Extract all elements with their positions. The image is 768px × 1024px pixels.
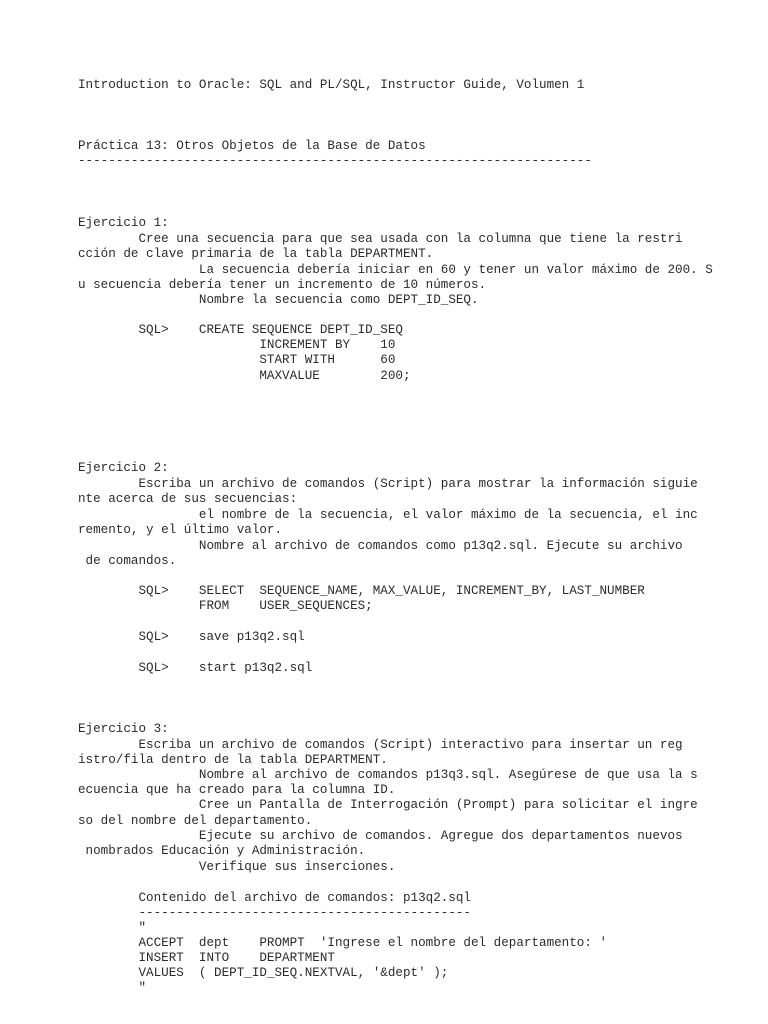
exercise-2-text-line: el nombre de la secuencia, el valor máximo de la secuencia, el inc [78, 508, 698, 522]
exercise-2-text-line: Nombre al archivo de comandos como p13q2.sql. Ejecute su archivo [78, 539, 683, 553]
exercise-3-text-line: Verifique sus inserciones. [78, 860, 396, 874]
exercise-1-code-line: START WITH 60 [78, 353, 396, 367]
script-code-line: ACCEPT dept PROMPT 'Ingrese el nombre del departamento: ' [78, 936, 608, 950]
script-contents-label: Contenido del archivo de comandos: p13q2.sql [78, 891, 471, 905]
exercise-1-text-line: La secuencia debería iniciar en 60 y tener un valor máximo de 200. S [78, 263, 713, 277]
script-code-line: " [78, 981, 147, 995]
exercise-2-text-line: Escriba un archivo de comandos (Script) para mostrar la información siguie [78, 477, 698, 491]
exercise-1-text-line: cción de clave primaria de la tabla DEPARTMENT. [78, 247, 434, 261]
exercise-1-code-line: SQL> CREATE SEQUENCE DEPT_ID_SEQ [78, 323, 403, 337]
exercise-3-text-line: Nombre al archivo de comandos p13q3.sql. Asegúrese de que usa la s [78, 768, 698, 782]
exercise-2-text-line: remento, y el último valor. [78, 523, 283, 537]
exercise-1-code-line: INCREMENT BY 10 [78, 338, 396, 352]
practice-title: Práctica 13: Otros Objetos de la Base de Datos [78, 139, 426, 153]
script-contents-rule: -------------------------------------------- [78, 906, 471, 920]
exercise-1-text-line: u secuencia debería tener un incremento de 10 números. [78, 278, 487, 292]
exercise-3-text-line: Escriba un archivo de comandos (Script) interactivo para insertar un reg [78, 738, 683, 752]
exercise-2-text-line: nte acerca de sus secuencias: [78, 492, 298, 506]
exercise-2-code-line: FROM USER_SEQUENCES; [78, 599, 373, 613]
exercise-3-text-line: ecuencia que ha creado para la columna ID. [78, 783, 396, 797]
exercise-1-text-line: Nombre la secuencia como DEPT_ID_SEQ. [78, 293, 479, 307]
exercise-3-text-line: Ejecute su archivo de comandos. Agregue dos departamentos nuevos [78, 829, 683, 843]
exercise-3-heading: Ejercicio 3: [78, 722, 169, 736]
script-code-line: INSERT INTO DEPARTMENT [78, 951, 335, 965]
exercise-1-heading: Ejercicio 1: [78, 216, 169, 230]
exercise-3-text-line: nombrados Educación y Administración. [78, 844, 366, 858]
exercise-2-text-line: de comandos. [78, 554, 177, 568]
exercise-2-code-line: SQL> SELECT SEQUENCE_NAME, MAX_VALUE, INCREMENT_BY, LAST_NUMBER [78, 584, 645, 598]
document-title: Introduction to Oracle: SQL and PL/SQL, Instructor Guide, Volumen 1 [78, 78, 585, 92]
practice-rule: -------------------------------------------------------------------- [78, 154, 592, 168]
exercise-3-text-line: so del nombre del departamento. [78, 814, 313, 828]
script-code-line: " [78, 921, 147, 935]
exercise-1-text-line: Cree una secuencia para que sea usada con la columna que tiene la restri [78, 232, 683, 246]
exercise-3-text-line: Cree un Pantalla de Interrogación (Prompt) para solicitar el ingre [78, 798, 698, 812]
exercise-2-start-command: SQL> start p13q2.sql [78, 661, 313, 675]
exercise-1-code-line: MAXVALUE 200; [78, 369, 411, 383]
exercise-3-text-line: istro/fila dentro de la tabla DEPARTMENT. [78, 753, 388, 767]
exercise-2-heading: Ejercicio 2: [78, 461, 169, 475]
exercise-2-save-command: SQL> save p13q2.sql [78, 630, 305, 644]
script-code-line: VALUES ( DEPT_ID_SEQ.NEXTVAL, '&dept' ); [78, 966, 449, 980]
